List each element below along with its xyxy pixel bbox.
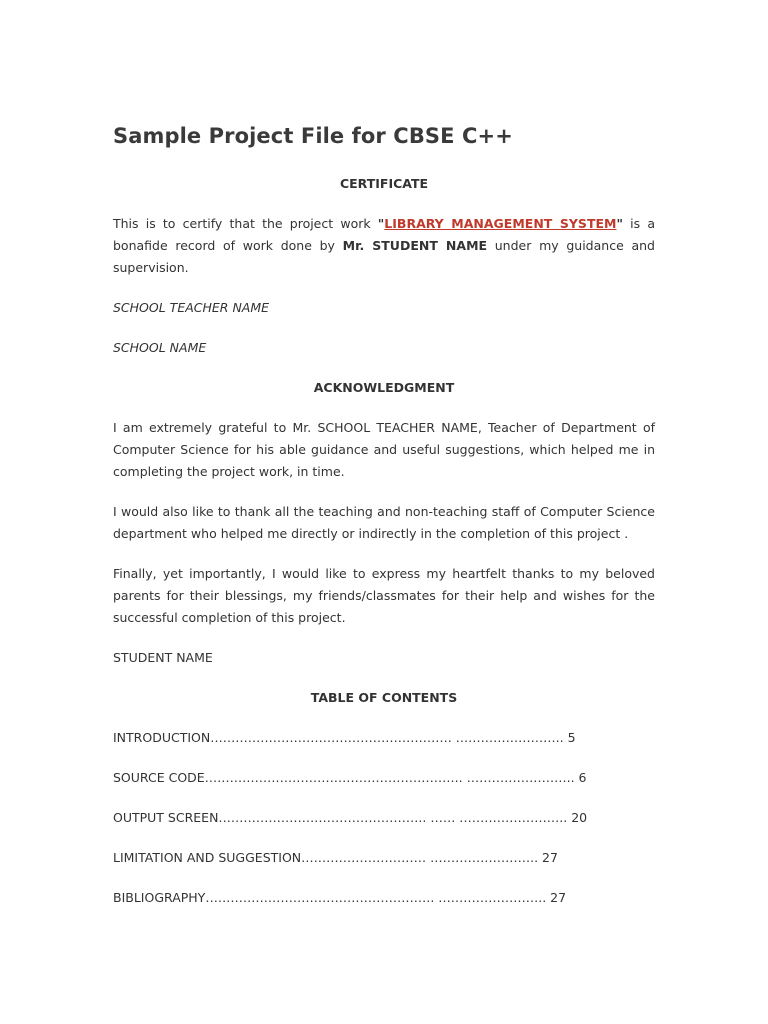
project-title-link[interactable]: LIBRARY MANAGEMENT SYSTEM	[384, 216, 617, 231]
toc-item-source-code: SOURCE CODE…………………………………………………….. …………………….. 6	[113, 770, 587, 785]
teacher-name: SCHOOL TEACHER NAME	[113, 300, 270, 315]
certificate-paragraph	[113, 213, 655, 279]
certificate-text-mid: is a bonafide record of work done by	[113, 216, 655, 253]
student-name-bold: Mr. STUDENT NAME	[342, 238, 488, 253]
toc-item-output-screen: OUTPUT SCREEN………………………………………….. …… …………………….. 20	[113, 810, 588, 825]
acknowledgment-paragraph-2: I would also like to thank all the teaching and non-teaching staff of Computer Science department who helped me directly or indirectly in the completion of this project .	[113, 504, 655, 541]
acknowledgment-paragraph-3: Finally, yet importantly, I would like to express my heartfelt thanks to my beloved parents for their blessings, my friends/classmates for their help and wishes for the successful completion of this project.	[113, 566, 655, 625]
acknowledgment-heading: ACKNOWLEDGMENT	[313, 380, 455, 395]
quote-close: "	[616, 216, 623, 231]
toc-item-bibliography: BIBLIOGRAPHY………………………………………………. …………………….. 27	[113, 890, 567, 905]
certificate-text-start: This is to certify that the project work	[113, 216, 378, 231]
toc-heading: TABLE OF CONTENTS	[310, 690, 458, 705]
student-signature: STUDENT NAME	[113, 650, 213, 665]
document-title: Sample Project File for CBSE C++	[113, 124, 513, 148]
certificate-heading: CERTIFICATE	[339, 176, 429, 191]
toc-item-limitation: LIMITATION AND SUGGESTION………………………… …………………….. 27	[113, 850, 558, 865]
acknowledgment-paragraph-1: I am extremely grateful to Mr. SCHOOL TEACHER NAME, Teacher of Department of Computer Science for his able guidance and useful suggestions, which helped me in completing the project work, in time.	[113, 420, 655, 479]
toc-item-introduction: INTRODUCTION…………………………………………………. …………………….. 5	[113, 730, 576, 745]
school-name: SCHOOL NAME	[113, 340, 207, 355]
certificate-text-end: under my guidance and supervision.	[113, 238, 655, 275]
quote-open: "	[377, 216, 385, 231]
document-content	[113, 121, 655, 927]
